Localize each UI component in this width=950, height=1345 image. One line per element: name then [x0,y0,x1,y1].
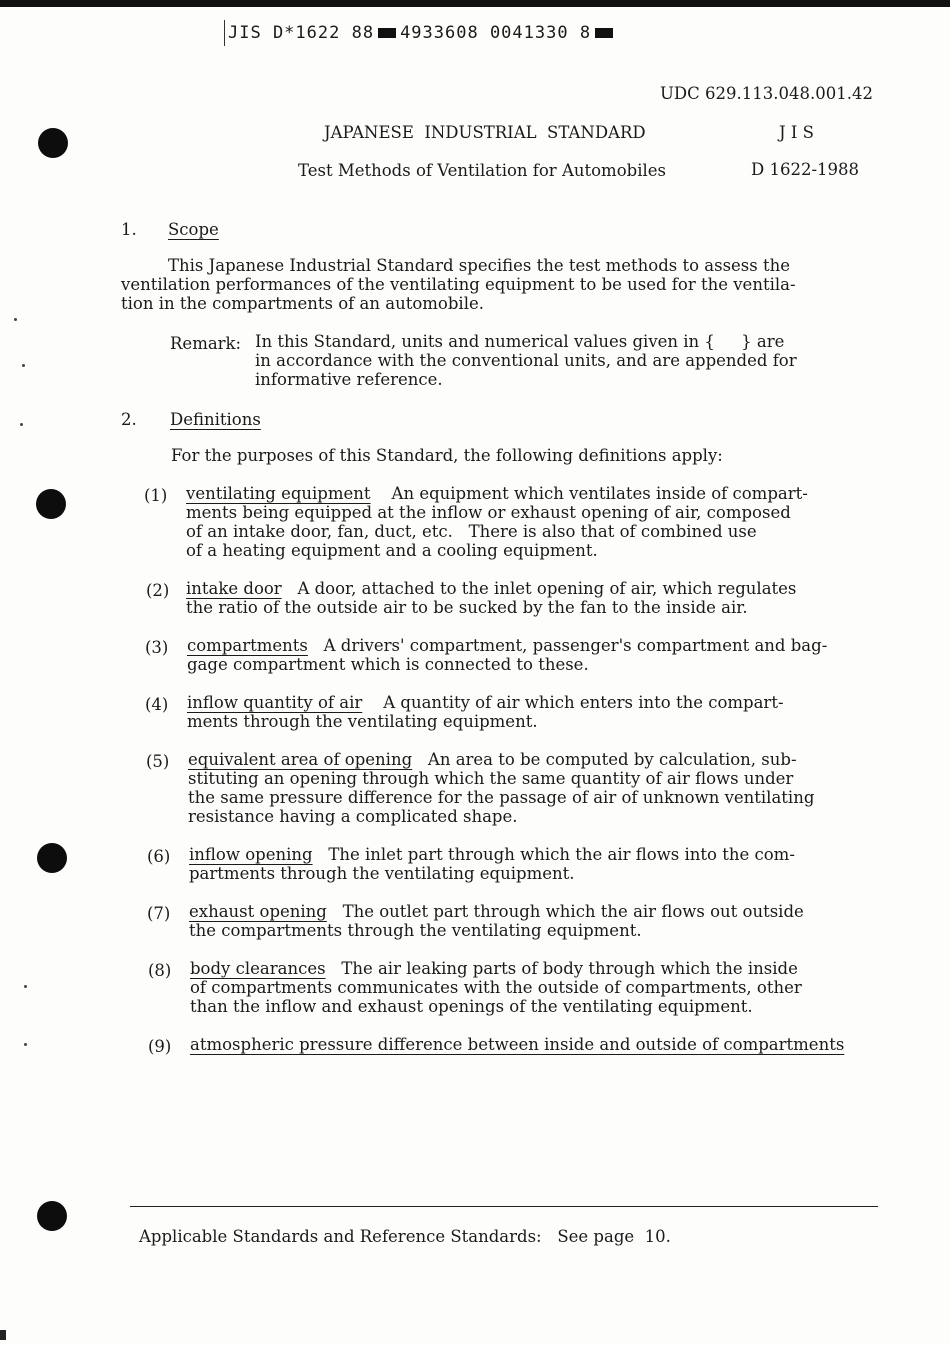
binder-hole [37,1201,67,1231]
redaction-block [378,28,396,38]
definition-number: (9) [148,1037,172,1056]
udc-number: UDC 629.113.048.001.42 [660,84,873,103]
definition-number: (5) [146,752,170,771]
section-2-number: 2. [121,410,137,429]
footer-rule [130,1206,878,1207]
definition-item [189,845,795,883]
definitions-intro: For the purposes of this Standard, the following definitions apply: [171,446,723,465]
definition-text: partments through the ventilating equipment. [189,864,575,883]
footer-reference: Applicable Standards and Reference Standards: See page 10. [139,1227,671,1246]
remark-line: In this Standard, units and numerical values given in { } are [255,332,785,351]
definition-item [186,579,796,617]
definition-text: gage compartment which is connected to these. [187,655,589,674]
definition-term: intake door [186,579,282,598]
remark-label: Remark: [170,334,242,353]
definition-text: The air leaking parts of body through which the inside [341,959,798,978]
definition-number: (2) [146,581,170,600]
definition-text: of an intake door, fan, duct, etc. There is also that of combined use [186,522,757,541]
section-2-heading: Definitions [170,410,261,429]
definition-text: An equipment which ventilates inside of compart- [391,484,808,503]
definition-term: equivalent area of opening [188,750,413,769]
definition-text: the ratio of the outside air to be sucked by the fan to the inside air. [186,598,748,617]
scope-line: ventilation performances of the ventilating equipment to be used for the ventila- [121,275,796,294]
section-1-heading: Scope [168,220,219,239]
scope-paragraph [121,256,861,313]
definition-text: stituting an opening through which the same quantity of air flows under [188,769,794,788]
scope-line: This Japanese Industrial Standard specifies the test methods to assess the [168,256,791,275]
binder-hole [38,128,68,158]
definition-text: than the inflow and exhaust openings of the ventilating equipment. [190,997,753,1016]
jis-mark: J I S [779,123,814,142]
definition-number: (3) [145,638,169,657]
definition-text: A drivers' compartment, passenger's compartment and bag- [323,636,828,655]
standard-org: JAPANESE INDUSTRIAL STANDARD [324,123,646,142]
definition-term: body clearances [190,959,326,978]
document-title: Test Methods of Ventilation for Automobiles [298,161,666,180]
section-1-number: 1. [121,220,137,239]
definition-number: (8) [148,961,172,980]
scan-top-border [0,0,950,7]
redaction-block [595,28,613,38]
remark-text [255,332,797,389]
definition-text: the compartments through the ventilating equipment. [189,921,642,940]
binder-hole [37,843,67,873]
definition-text: A quantity of air which enters into the compart- [383,693,784,712]
definition-item [188,750,814,826]
header-code-part1: JIS D*1622 88 [228,23,375,43]
definition-item [187,693,784,731]
header-code-part2: 4933608 0041330 8 [400,23,592,43]
definition-text: A door, attached to the inlet opening of air, which regulates [297,579,797,598]
scan-mark [0,1330,6,1340]
definition-term: exhaust opening [189,902,327,921]
definition-text: ments being equipped at the inflow or exhaust opening of air, composed [186,503,791,522]
definition-item [186,484,808,560]
definition-item [187,636,827,674]
definition-text: of a heating equipment and a cooling equipment. [186,541,598,560]
definition-number: (4) [145,695,169,714]
scan-speck [24,985,27,988]
scan-speck [20,423,23,426]
definition-text: resistance having a complicated shape. [188,807,518,826]
definition-term: ventilating equipment [186,484,371,503]
header-catalog-code [224,20,672,46]
remark-line: informative reference. [255,370,443,389]
definition-term: compartments [187,636,308,655]
definition-number: (7) [147,904,171,923]
standard-number: D 1622-1988 [751,160,860,179]
definition-text: of compartments communicates with the outside of compartments, other [190,978,802,997]
definition-text: the same pressure difference for the passage of air of unknown ventilating [188,788,815,807]
definition-term: inflow opening [189,845,313,864]
scan-speck [14,318,17,321]
definition-text: An area to be computed by calculation, sub- [427,750,797,769]
definition-item [189,902,804,940]
definition-text: The outlet part through which the air flows out outside [342,902,804,921]
remark-line: in accordance with the conventional units, and are appended for [255,351,797,370]
definition-text: The inlet part through which the air flows into the com- [328,845,795,864]
scope-line: tion in the compartments of an automobile. [121,294,484,313]
definition-term: atmospheric pressure difference between inside and outside of compartments [190,1035,845,1054]
binder-hole [36,489,66,519]
scan-speck [24,1043,27,1046]
scan-speck [22,364,25,367]
definition-number: (1) [144,486,168,505]
definition-text: ments through the ventilating equipment. [187,712,538,731]
definition-term: inflow quantity of air [187,693,363,712]
definition-number: (6) [147,847,171,866]
definition-item [190,959,802,1016]
